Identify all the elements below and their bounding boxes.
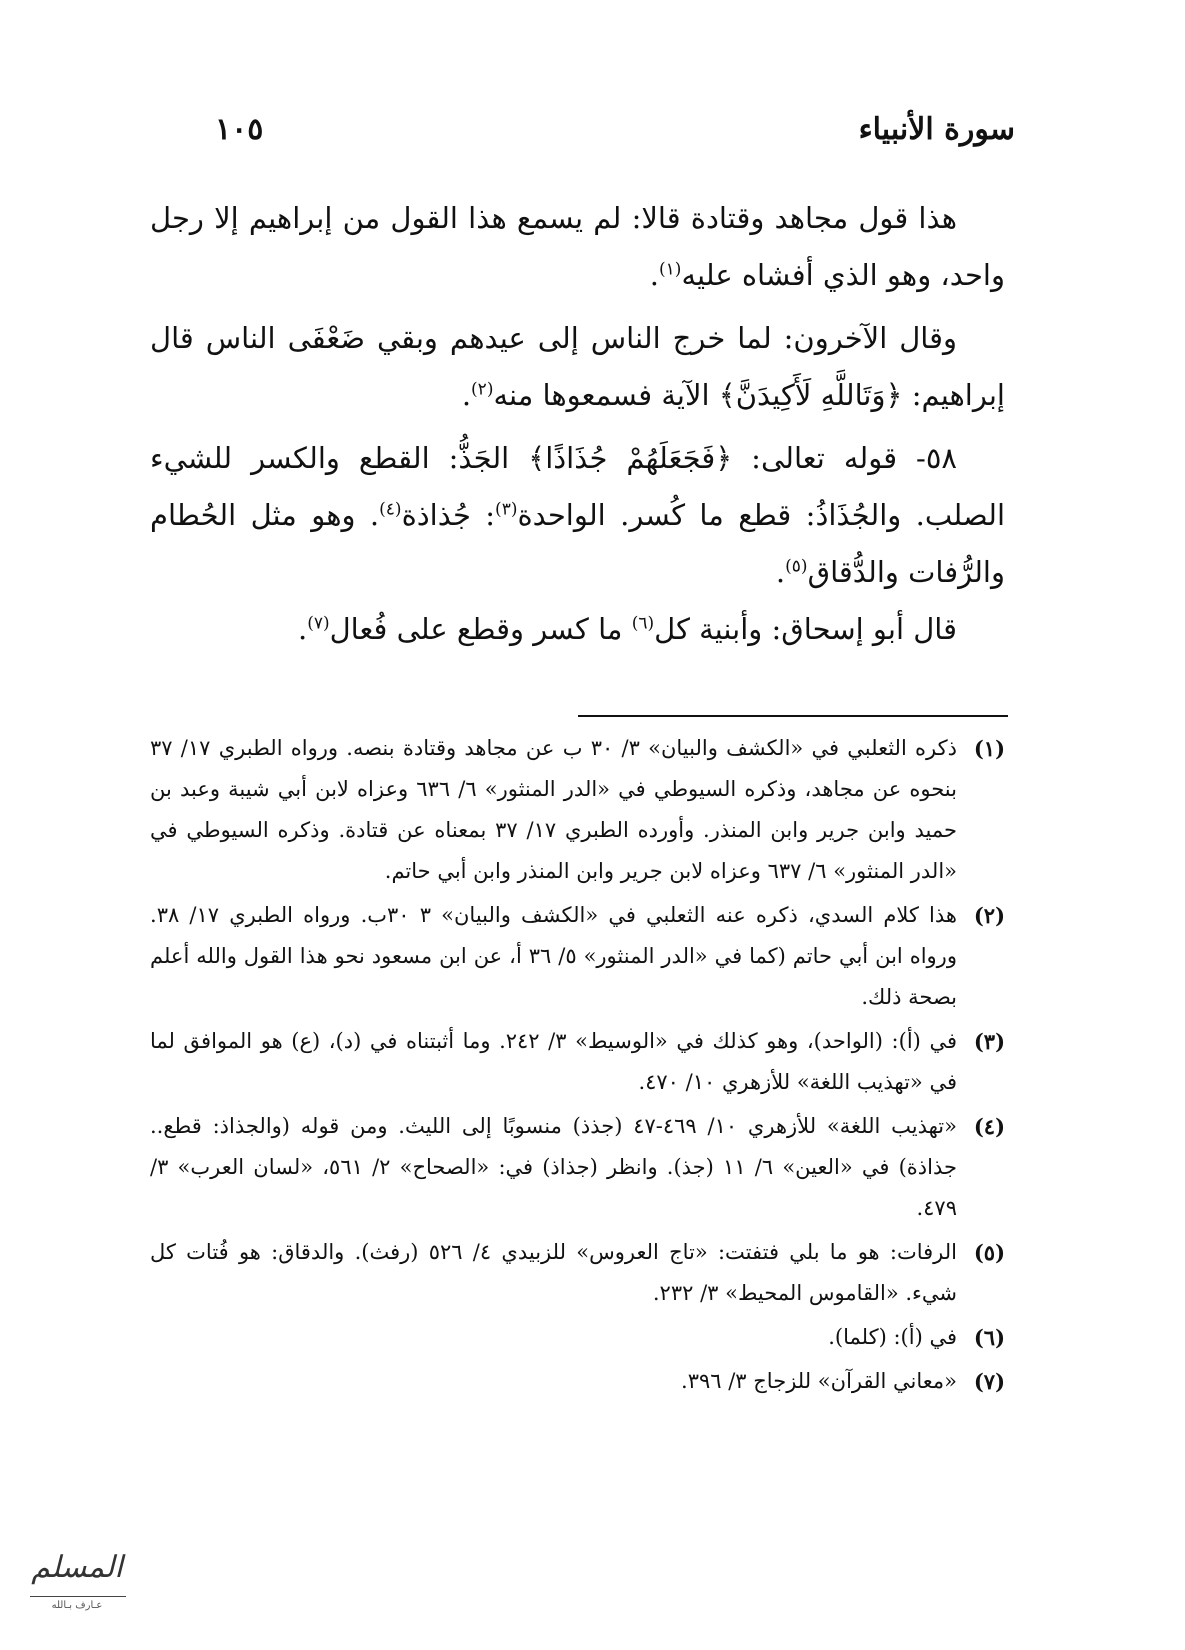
footnote-4 <box>150 1106 1005 1229</box>
stamp-divider <box>30 1596 126 1597</box>
paragraph-3-text: ٥٨- قوله تعالى: ﴿فَجَعَلَهُمْ جُذَاذًا﴾ الجَذُّ: القطع والكسر للشيء الصلب. والجُذَاذُ: قطع ما كُسر. الواحدة <box>150 441 1005 532</box>
period: . <box>649 258 660 292</box>
footnote-separator <box>578 715 1008 717</box>
footnote-5 <box>150 1232 1005 1314</box>
paragraph-3-text-b: : جُذاذة <box>401 498 496 532</box>
footnote-1 <box>150 728 1005 892</box>
paragraph-1 <box>150 190 1005 304</box>
paragraph-4-text: قال أبو إسحاق: وأبنية كل <box>654 612 957 646</box>
paragraph-3 <box>150 430 1005 601</box>
footnote-number: (٤) <box>973 1114 1005 1139</box>
footnote-7 <box>150 1361 1005 1402</box>
footnote-number: (٧) <box>973 1369 1005 1394</box>
footnote-ref-2: (٢) <box>471 379 494 400</box>
paragraph-3-text-c: . وهو مثل الحُطام والرُّفات والدُّقاق <box>150 498 1005 589</box>
footnote-ref-7: (٧) <box>307 613 330 634</box>
footnote-number: (٦) <box>973 1325 1005 1350</box>
footnote-number: (١) <box>973 736 1005 761</box>
footnote-3 <box>150 1021 1005 1103</box>
footnote-text: «معاني القرآن» للزجاج ٣/ ٣٩٦. <box>681 1369 957 1393</box>
footnote-number: (٣) <box>973 1029 1005 1054</box>
footnote-2 <box>150 895 1005 1018</box>
footnote-text: في (أ): (الواحد)، وهو كذلك في «الوسيط» ٣/ ٢٤٢. وما أثبتناه في (د)، (ع) هو الموافق لما في «تهذيب اللغة» للأزهري ١٠/ ٤٧٠. <box>150 1029 957 1094</box>
period: . <box>461 378 472 412</box>
footnote-text: ذكره الثعلبي في «الكشف والبيان» ٣/ ٣٠ ب عن مجاهد وقتادة بنصه. ورواه الطبري ١٧/ ٣٧ بنحوه عن مجاهد، وذكره السيوطي في «الدر المنثور» ٦/ ٦٣٦ وعزاه لابن أبي شيبة وعبد بن حميد وابن جرير وابن المنذر. وأورده الطبري ١٧/ ٣٧ بمعناه عن قتادة. وذكره السيوطي في «الدر المنثور» ٦/ ٦٣٧ وعزاه لابن جرير وابن المنذر وابن أبي حاتم. <box>150 736 957 883</box>
footnote-text: هذا كلام السدي، ذكره عنه الثعلبي في «الكشف والبيان» ٣ ٣٠ب. ورواه الطبري ١٧/ ٣٨. ورواه ابن أبي حاتم (كما في «الدر المنثور» ٥/ ٣٦ أ، عن ابن مسعود نحو هذا القول والله أعلم بصحة ذلك. <box>150 903 957 1009</box>
period: . <box>775 555 786 589</box>
footnote-6 <box>150 1317 1005 1358</box>
footnote-ref-3: (٣) <box>495 499 518 520</box>
footnote-number: (٢) <box>973 903 1005 928</box>
footnote-ref-6: (٦) <box>631 613 655 634</box>
paragraph-2-text: وقال الآخرون: لما خرج الناس إلى عيدهم وبقي ضَعْفَى الناس قال إبراهيم: ﴿وَتَاللَّهِ لَأَكِيدَنَّ﴾ الآية فسمعوها منه <box>150 321 1005 412</box>
surah-title: سورة الأنبياء <box>858 112 1015 147</box>
paragraph-1-text: هذا قول مجاهد وقتادة قالا: لم يسمع هذا القول من إبراهيم إلا رجل واحد، وهو الذي أفشاه عليه <box>150 201 1005 292</box>
footnote-text: في (أ): (كلما). <box>828 1325 957 1349</box>
page-number: ١٠٥ <box>215 112 264 147</box>
paragraph-4 <box>150 601 1005 658</box>
footnote-text: «تهذيب اللغة» للأزهري ١٠/ ٤٦٩-٤٧ (جذذ) منسوبًا إلى الليث. ومن قوله (والجذاذ: قطع.. جذاذة) في «العين» ٦/ ١١ (جذ). وانظر (جذاذ) في: «الصحاح» ٢/ ٥٦١، «لسان العرب» ٣/ ٤٧٩. <box>150 1114 957 1220</box>
stamp-sub-text: عـارف بـالله <box>51 1600 103 1611</box>
stamp-logo-text: المسلم <box>31 1550 123 1585</box>
library-stamp-logo <box>22 1550 132 1628</box>
paragraph-4-text-b: ما كسر وقطع على فُعال <box>329 612 632 646</box>
page-header <box>150 112 1015 162</box>
paragraph-2 <box>150 310 1005 424</box>
footnote-ref-5: (٥) <box>785 556 808 577</box>
footnote-text: الرفات: هو ما بلي فتفتت: «تاج العروس» للزبيدي ٤/ ٥٢٦ (رفث). والدقاق: هو فُتات كل شيء. «القاموس المحيط» ٣/ ٢٣٢. <box>150 1240 957 1305</box>
period: . <box>297 612 308 646</box>
footnotes <box>150 728 1005 1405</box>
footnote-ref-4: (٤) <box>379 499 402 520</box>
footnote-number: (٥) <box>973 1240 1005 1265</box>
footnote-ref-1: (١) <box>659 259 682 280</box>
main-text <box>150 190 1005 658</box>
